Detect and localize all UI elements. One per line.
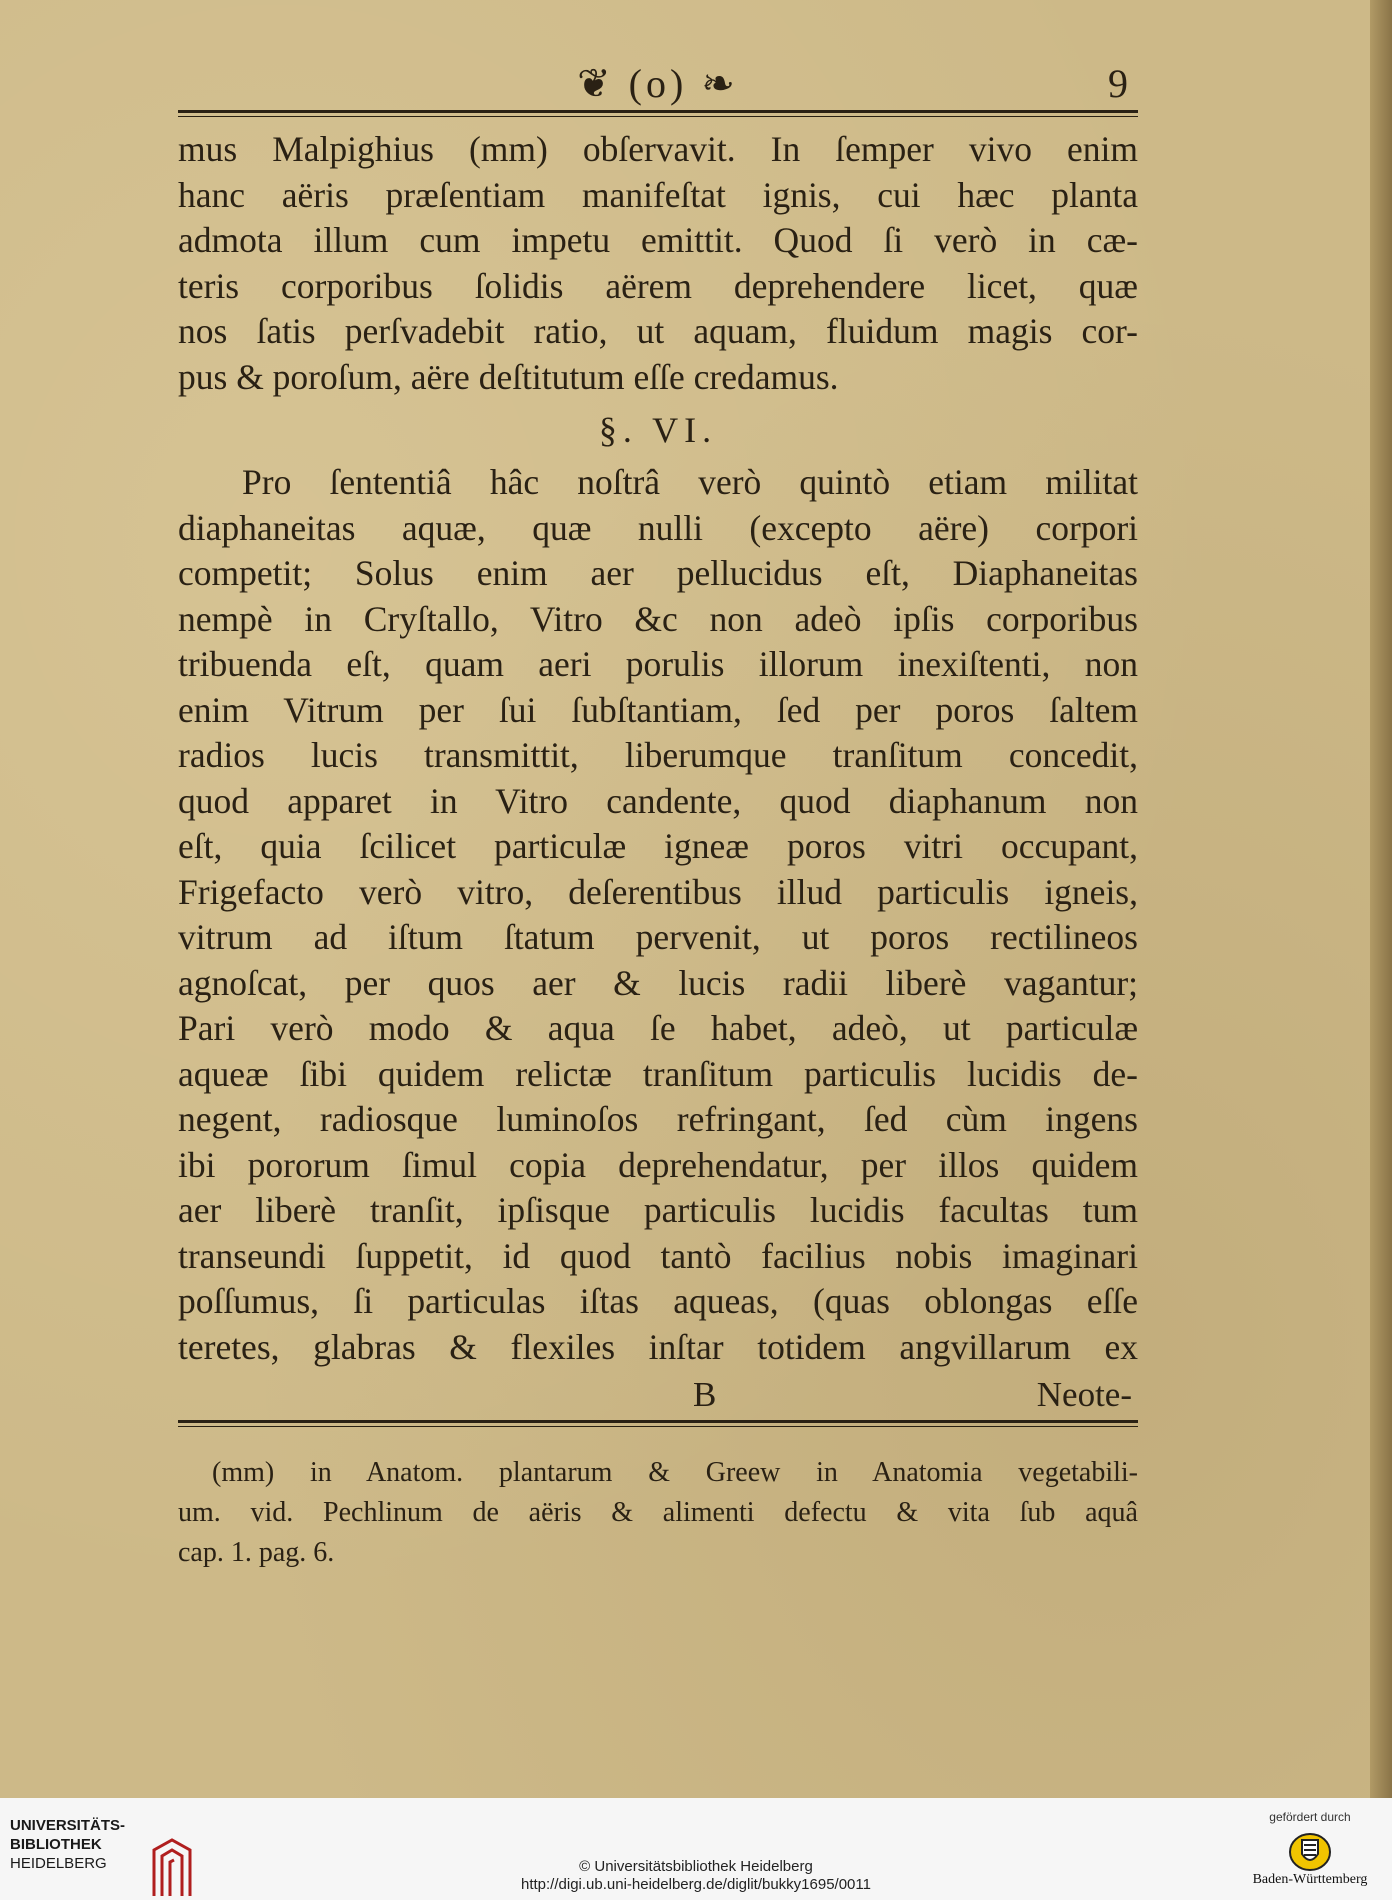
section-paragraph <box>178 460 1138 1370</box>
page-edge <box>1370 0 1392 1798</box>
text-line: hanc aëris præſentiam manifeſtat ignis, cui hæc planta <box>178 174 1138 215</box>
section-heading: §. VI. <box>598 410 718 450</box>
text-line: tribuenda eſt, quam aeri porulis illorum inexiſtenti, non <box>178 644 1138 684</box>
text-line: competit; Solus enim aer pellucidus eſt, Diaphaneitas <box>178 553 1138 593</box>
text-line: poſſumus, ſi particulas iſtas aqueas, (quas oblongas eſſe <box>178 1281 1138 1321</box>
footnotes <box>178 1453 1138 1573</box>
catchline <box>178 1370 1138 1420</box>
continued-paragraph <box>178 127 1138 400</box>
fleuron-left-icon: ❦ <box>577 61 615 106</box>
text-line: nos ſatis perſvadebit ratio, ut aquam, fluidum magis cor- <box>178 311 1138 351</box>
permalink[interactable]: http://digi.ub.uni-heidelberg.de/diglit/bukky1695/0011 <box>521 1876 871 1893</box>
text-line: agnoſcat, per quos aer & lucis radii liberè vagantur; <box>178 962 1138 1003</box>
header-rule <box>178 110 1138 117</box>
header-ornament-text: (o) <box>628 61 688 106</box>
page-content <box>178 50 1138 1573</box>
footnote-line: cap. 1. pag. 6. <box>178 1537 335 1568</box>
header-ornament <box>178 60 1138 107</box>
credit-block <box>0 1858 1392 1894</box>
funder-name: Baden-Württemberg <box>1252 1872 1368 1887</box>
text-line: diaphaneitas aquæ, quæ nulli (excepto aëre) corpori <box>178 507 1138 548</box>
text-line: teris corporibus ſolidis aërem deprehendere licet, quæ <box>178 265 1138 306</box>
footnote-line: (mm) in Anatom. plantarum & Greew in Anatomia vegetabili- <box>212 1457 1138 1488</box>
logo-line: HEIDELBERG <box>10 1855 107 1872</box>
viewer-footer <box>0 1798 1392 1900</box>
text-line: pus & poroſum, aëre deſtitutum eſſe credamus. <box>178 356 839 397</box>
funded-label: gefördert durch <box>1269 1810 1351 1824</box>
text-line: aer liberè tranſit, ipſisque particulis lucidis facultas tum <box>178 1190 1138 1230</box>
catchword: Neote- <box>1036 1375 1132 1414</box>
text-line: Pro ſententiâ hâc noſtrâ verò quintò etiam militat <box>242 462 1138 502</box>
text-line: enim Vitrum per ſui ſubſtantiam, ſed per poros ſaltem <box>178 689 1138 730</box>
text-line: transeundi ſuppetit, id quod tantò facilius nobis imaginari <box>178 1235 1138 1276</box>
text-line: negent, radiosque luminoſos refringant, ſed cùm ingens <box>178 1099 1138 1139</box>
logo-line: UNIVERSITÄTS- <box>10 1817 126 1834</box>
text-line: radios lucis transmittit, liberumque tranſitum concedit, <box>178 735 1138 775</box>
text-line: ibi pororum ſimul copia deprehendatur, per illos quidem <box>178 1144 1138 1185</box>
text-line: Pari verò modo & aqua ſe habet, adeò, ut particulæ <box>178 1008 1138 1048</box>
text-line: teretes, glabras & flexiles inſtar totidem angvillarum ex <box>178 1326 1138 1367</box>
state-coat-of-arms-icon <box>1288 1832 1332 1872</box>
logo-line: BIBLIOTHEK <box>10 1836 102 1853</box>
page-number: 9 <box>1108 61 1128 106</box>
text-line: aqueæ ſibi quidem relictæ tranſitum particulis lucidis de- <box>178 1053 1138 1094</box>
copyright-text: © Universitätsbibliothek Heidelberg <box>579 1858 813 1875</box>
text-line: mus Malpighius (mm) obſervavit. In ſemper vivo enim <box>178 129 1138 169</box>
running-header <box>178 50 1138 110</box>
signature-mark: B <box>693 1375 717 1414</box>
text-line: nempè in Cryſtallo, Vitro &c non adeò ipſis corporibus <box>178 598 1138 639</box>
text-line: vitrum ad iſtum ſtatum pervenit, ut poros rectilineos <box>178 917 1138 957</box>
text-line: Frigefacto verò vitro, deſerentibus illud particulis igneis, <box>178 871 1138 912</box>
fleuron-right-icon: ❧ <box>701 61 739 106</box>
footnote-line: um. vid. Pechlinum de aëris & alimenti defectu & vita ſub aquâ <box>178 1497 1138 1528</box>
text-line: admota illum cum impetu emittit. Quod ſi verò in cæ- <box>178 220 1138 260</box>
footnote-rule <box>178 1420 1138 1427</box>
text-line: quod apparet in Vitro candente, quod diaphanum non <box>178 780 1138 821</box>
funding-notice <box>1240 1810 1380 1888</box>
text-line: eſt, quia ſcilicet particulæ igneæ poros vitri occupant, <box>178 826 1138 866</box>
